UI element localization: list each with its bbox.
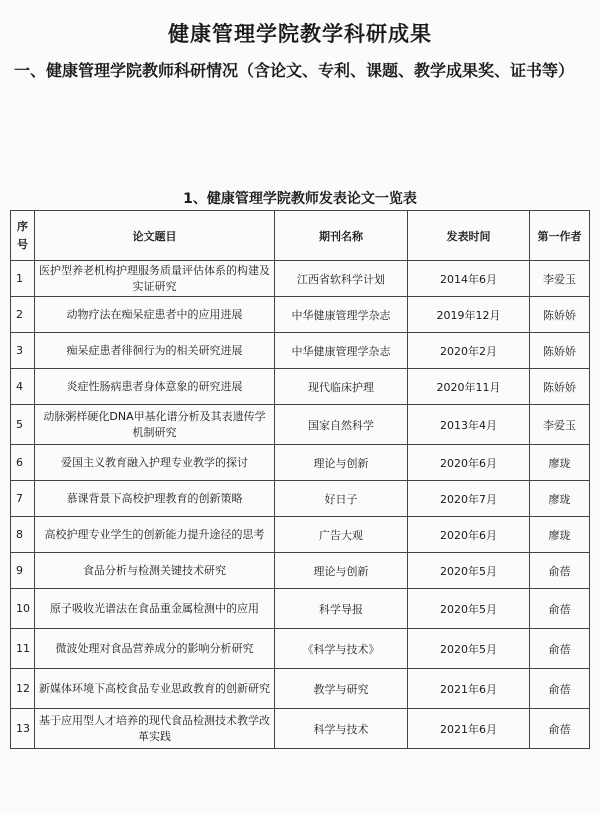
- table-header-row: [11, 211, 590, 261]
- table-row: [11, 589, 590, 629]
- row-index: 7: [11, 481, 35, 517]
- column-header-title: 论文题目: [35, 211, 275, 261]
- row-index: 11: [11, 629, 35, 669]
- paper-title: 炎症性肠病患者身体意象的研究进展: [35, 369, 275, 405]
- table-row: [11, 369, 590, 405]
- table-row: [11, 445, 590, 481]
- first-author: 俞蓓: [530, 669, 590, 709]
- row-index: 1: [11, 261, 35, 297]
- publish-date: 2020年11月: [408, 369, 530, 405]
- row-index: 13: [11, 709, 35, 749]
- paper-title: 基于应用型人才培养的现代食品检测技术教学改革实践: [35, 709, 275, 749]
- publish-date: 2014年6月: [408, 261, 530, 297]
- paper-title: 原子吸收光谱法在食品重金属检测中的应用: [35, 589, 275, 629]
- journal-name: 广告大观: [275, 517, 408, 553]
- journal-name: 科学导报: [275, 589, 408, 629]
- paper-title: 痴呆症患者徘徊行为的相关研究进展: [35, 333, 275, 369]
- table-row: [11, 297, 590, 333]
- journal-name: 国家自然科学: [275, 405, 408, 445]
- first-author: 俞蓓: [530, 553, 590, 589]
- first-author: 廖珑: [530, 517, 590, 553]
- paper-title: 慕课背景下高校护理教育的创新策略: [35, 481, 275, 517]
- journal-name: 江西省软科学计划: [275, 261, 408, 297]
- journal-name: 中华健康管理学杂志: [275, 297, 408, 333]
- table-row: [11, 481, 590, 517]
- publish-date: 2020年5月: [408, 629, 530, 669]
- first-author: 俞蓓: [530, 589, 590, 629]
- journal-name: 科学与技术: [275, 709, 408, 749]
- publish-date: 2020年6月: [408, 445, 530, 481]
- row-index: 12: [11, 669, 35, 709]
- section-heading: 一、健康管理学院教师科研情况（含论文、专利、课题、教学成果奖、证书等）: [14, 61, 575, 80]
- table-row: [11, 553, 590, 589]
- row-index: 6: [11, 445, 35, 481]
- first-author: 陈娇娇: [530, 369, 590, 405]
- row-index: 5: [11, 405, 35, 445]
- table-row: [11, 517, 590, 553]
- document-title: 健康管理学院教学科研成果: [168, 22, 432, 46]
- row-index: 2: [11, 297, 35, 333]
- paper-title: 医护型养老机构护理服务质量评估体系的构建及实证研究: [35, 261, 275, 297]
- publish-date: 2021年6月: [408, 669, 530, 709]
- publish-date: 2013年4月: [408, 405, 530, 445]
- table-row: [11, 629, 590, 669]
- papers-table: [10, 210, 590, 749]
- paper-title: 动脉粥样硬化DNA甲基化谱分析及其表遗传学机制研究: [35, 405, 275, 445]
- paper-title: 新媒体环境下高校食品专业思政教育的创新研究: [35, 669, 275, 709]
- first-author: 廖珑: [530, 445, 590, 481]
- journal-name: 理论与创新: [275, 445, 408, 481]
- first-author: 李爱玉: [530, 405, 590, 445]
- publish-date: 2020年2月: [408, 333, 530, 369]
- table-row: [11, 261, 590, 297]
- paper-title: 微波处理对食品营养成分的影响分析研究: [35, 629, 275, 669]
- paper-title: 高校护理专业学生的创新能力提升途径的思考: [35, 517, 275, 553]
- publish-date: 2020年5月: [408, 589, 530, 629]
- row-index: 9: [11, 553, 35, 589]
- column-header-index: 序号: [11, 211, 35, 261]
- column-header-journal: 期刊名称: [275, 211, 408, 261]
- journal-name: 中华健康管理学杂志: [275, 333, 408, 369]
- journal-name: 理论与创新: [275, 553, 408, 589]
- table-row: [11, 405, 590, 445]
- first-author: 李爱玉: [530, 261, 590, 297]
- row-index: 8: [11, 517, 35, 553]
- journal-name: 好日子: [275, 481, 408, 517]
- first-author: 廖珑: [530, 481, 590, 517]
- table-row: [11, 669, 590, 709]
- publish-date: 2020年5月: [408, 553, 530, 589]
- paper-title: 食品分析与检测关键技术研究: [35, 553, 275, 589]
- journal-name: 教学与研究: [275, 669, 408, 709]
- paper-title: 动物疗法在痴呆症患者中的应用进展: [35, 297, 275, 333]
- publish-date: 2020年6月: [408, 517, 530, 553]
- first-author: 俞蓓: [530, 709, 590, 749]
- table-caption: 1、健康管理学院教师发表论文一览表: [183, 191, 417, 207]
- publish-date: 2021年6月: [408, 709, 530, 749]
- row-index: 3: [11, 333, 35, 369]
- first-author: 陈娇娇: [530, 333, 590, 369]
- row-index: 4: [11, 369, 35, 405]
- journal-name: 现代临床护理: [275, 369, 408, 405]
- publish-date: 2019年12月: [408, 297, 530, 333]
- row-index: 10: [11, 589, 35, 629]
- first-author: 陈娇娇: [530, 297, 590, 333]
- paper-title: 爱国主义教育融入护理专业教学的探讨: [35, 445, 275, 481]
- column-header-author: 第一作者: [530, 211, 590, 261]
- publish-date: 2020年7月: [408, 481, 530, 517]
- table-row: [11, 709, 590, 749]
- column-header-date: 发表时间: [408, 211, 530, 261]
- first-author: 俞蓓: [530, 629, 590, 669]
- table-row: [11, 333, 590, 369]
- journal-name: 《科学与技术》: [275, 629, 408, 669]
